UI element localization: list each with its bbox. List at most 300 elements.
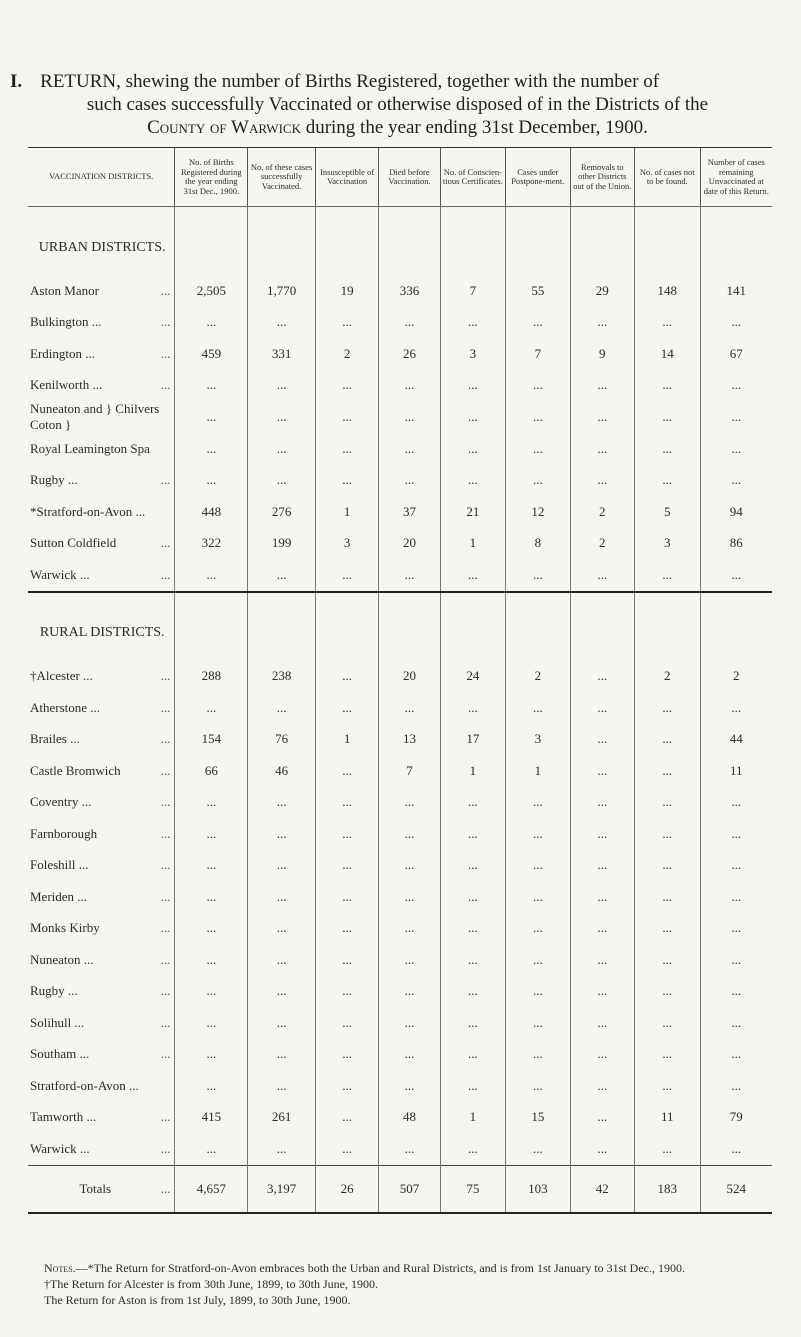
cell-value: ... [506,787,570,819]
cell-value: ... [315,465,378,497]
cell-value: ... [700,881,772,913]
district-name: Atherstone ... ... [30,699,171,715]
cell-value: ... [700,944,772,976]
cell-value: ... [570,433,634,465]
cell-value: 2 [570,496,634,528]
column-header: No. of Conscien-tious Certificates. [440,148,506,207]
cell-value: ... [570,881,634,913]
cell-value: ... [379,881,440,913]
cell-value: ... [379,433,440,465]
cell-value: ... [315,401,378,433]
cell-value: 21 [440,496,506,528]
cell-value: ... [570,1070,634,1102]
cell-value: ... [570,401,634,433]
cell-value: ... [175,818,248,850]
section-heading-rural [28,593,772,661]
district-name: Royal Leamington Spa [30,440,150,456]
cell-value: 3 [635,528,701,560]
table-row [28,818,772,850]
cell-value: ... [315,1102,378,1134]
cell-value: ... [379,818,440,850]
district-name: Sutton Coldfield ... [30,535,171,551]
cell-value: 2 [315,338,378,370]
cell-value: ... [506,1007,570,1039]
cell-value: 1 [440,528,506,560]
cell-value: ... [700,401,772,433]
district-name: Brailes ... ... [30,731,171,747]
cell-value: ... [700,1133,772,1165]
total-value: 3,197 [248,1165,316,1213]
cell-value: ... [700,559,772,592]
cell-value: 1,770 [248,275,316,307]
cell-value: ... [635,401,701,433]
cell-value: ... [248,401,316,433]
cell-value: ... [570,307,634,339]
cell-value: ... [248,881,316,913]
cell-value: ... [506,850,570,882]
column-header: Number of cases remaining Unvaccinated at date of this Return. [700,148,772,207]
cell-value: 9 [570,338,634,370]
cell-value: ... [506,913,570,945]
cell-value: ... [248,976,316,1008]
cell-value: ... [440,433,506,465]
cell-value: ... [506,881,570,913]
cell-value: ... [635,976,701,1008]
cell-value: ... [379,913,440,945]
cell-value: ... [248,818,316,850]
table-row [28,1102,772,1134]
table-row [28,1133,772,1165]
cell-value: 261 [248,1102,316,1134]
cell-value: ... [440,850,506,882]
cell-value: ... [570,692,634,724]
cell-value: ... [440,370,506,402]
cell-value: 14 [635,338,701,370]
table-row [28,976,772,1008]
table-row [28,1070,772,1102]
cell-value: 1 [315,724,378,756]
cell-value: ... [506,465,570,497]
notes [44,1260,794,1308]
cell-value: ... [248,692,316,724]
district-name: Coventry ... ... [30,794,171,810]
cell-value: ... [175,401,248,433]
cell-value: ... [700,1070,772,1102]
note-line-3: The Return for Aston is from 1st July, 1899, to 30th June, 1900. [44,1293,351,1307]
cell-value: 44 [700,724,772,756]
cell-value: ... [175,913,248,945]
cell-value: ... [315,1070,378,1102]
cell-value: 288 [175,661,248,693]
section-title: RURAL DISTRICTS. [39,625,165,640]
cell-value: 94 [700,496,772,528]
cell-value: ... [248,433,316,465]
table-row [28,307,772,339]
cell-value: 322 [175,528,248,560]
cell-value: 415 [175,1102,248,1134]
cell-value: 276 [248,496,316,528]
cell-value: 46 [248,755,316,787]
title-line-3: County of Warwick during the year ending 31st December, 1900. [147,117,648,138]
title-line-1: I. RETURN, shewing the number of Births Registered, together with the number of [10,71,660,92]
cell-value: 2,505 [175,275,248,307]
cell-value: ... [506,976,570,1008]
cell-value: ... [570,465,634,497]
table-row [28,370,772,402]
column-header: Insusceptible of Vaccination [315,148,378,207]
cell-value: ... [315,307,378,339]
total-value: 183 [635,1165,701,1213]
cell-value: 3 [506,724,570,756]
cell-value: 448 [175,496,248,528]
cell-value: 148 [635,275,701,307]
cell-value: 7 [506,338,570,370]
cell-value: 13 [379,724,440,756]
cell-value: ... [570,944,634,976]
cell-value: ... [248,944,316,976]
cell-value: 2 [570,528,634,560]
cell-value: 15 [506,1102,570,1134]
cell-value: ... [248,1133,316,1165]
cell-value: ... [506,307,570,339]
district-name: Southam ... ... [30,1046,171,1062]
cell-value: ... [315,1133,378,1165]
cell-value: ... [315,692,378,724]
cell-value: ... [248,1070,316,1102]
table-row [28,850,772,882]
cell-value: ... [440,307,506,339]
district-name: Nuneaton ... ... [30,951,171,967]
table-row [28,433,772,465]
district-name: Erdington ... ... [30,345,171,361]
district-name: Nuneaton and } Chilvers Coton } [30,401,160,432]
cell-value: 459 [175,338,248,370]
column-header: No. of cases not to be found. [635,148,701,207]
cell-value: ... [440,1039,506,1071]
cell-value: ... [315,661,378,693]
cell-value: ... [700,692,772,724]
cell-value: 1 [315,496,378,528]
cell-value: ... [635,913,701,945]
cell-value: ... [248,559,316,592]
column-header: No. of Births Registered during the year ending 31st Dec., 1900. [175,148,248,207]
column-header: Removals to other Districts out of the Union. [570,148,634,207]
cell-value: ... [635,692,701,724]
cell-value: ... [379,787,440,819]
cell-value: ... [635,465,701,497]
district-name: Monks Kirby ... [30,920,171,936]
district-name: Stratford-on-Avon ... [30,1077,139,1093]
cell-value: ... [175,881,248,913]
cell-value: ... [570,661,634,693]
table-row [28,1039,772,1071]
cell-value: ... [506,818,570,850]
cell-value: ... [570,559,634,592]
cell-value: ... [506,433,570,465]
column-header: VACCINATION DISTRICTS. [28,148,175,207]
cell-value: 1 [440,755,506,787]
cell-value: 12 [506,496,570,528]
cell-value: ... [635,1007,701,1039]
cell-value: ... [248,370,316,402]
cell-value: ... [175,1133,248,1165]
cell-value: ... [506,692,570,724]
cell-value: ... [440,465,506,497]
district-name: Meriden ... ... [30,888,171,904]
district-name: Bulkington ... ... [30,314,171,330]
cell-value: ... [635,433,701,465]
cell-value: ... [440,881,506,913]
cell-value: ... [379,1133,440,1165]
cell-value: ... [379,559,440,592]
cell-value: ... [175,976,248,1008]
cell-value: ... [379,307,440,339]
cell-value: ... [635,307,701,339]
total-value: 26 [315,1165,378,1213]
table-row [28,724,772,756]
cell-value: ... [315,1039,378,1071]
cell-value: ... [440,401,506,433]
column-header: No. of these cases successfully Vaccinated. [248,148,316,207]
cell-value: 20 [379,528,440,560]
cell-value: ... [175,850,248,882]
cell-value: ... [175,944,248,976]
cell-value: ... [315,1007,378,1039]
cell-value: ... [248,465,316,497]
cell-value: ... [440,692,506,724]
cell-value: ... [570,850,634,882]
cell-value: ... [379,465,440,497]
district-name: Warwick ... ... [30,566,171,582]
cell-value: ... [506,1070,570,1102]
cell-value: ... [315,370,378,402]
cell-value: ... [175,787,248,819]
cell-value: 76 [248,724,316,756]
cell-value: ... [700,433,772,465]
cell-value: ... [506,559,570,592]
cell-value: ... [570,818,634,850]
cell-value: ... [315,913,378,945]
district-name: Tamworth ... ... [30,1109,171,1125]
vaccination-table-container [28,147,772,1262]
cell-value: ... [635,818,701,850]
cell-value: ... [379,401,440,433]
cell-value: 29 [570,275,634,307]
cell-value: ... [570,1102,634,1134]
cell-value: ... [700,307,772,339]
cell-value: ... [570,1039,634,1071]
cell-value: ... [440,976,506,1008]
totals-label: Totals ... [28,1165,175,1213]
cell-value: ... [700,850,772,882]
column-header: Cases under Postpone-ment. [506,148,570,207]
cell-value: ... [248,1039,316,1071]
cell-value: ... [635,1133,701,1165]
cell-value: 141 [700,275,772,307]
cell-value: ... [379,1039,440,1071]
note-line-1: Notes.—*The Return for Stratford-on-Avon embraces both the Urban and Rural Districts, and is from 1st January to 31st Dec., 1900. [44,1261,685,1275]
cell-value: 37 [379,496,440,528]
cell-value: ... [635,724,701,756]
table-row [28,755,772,787]
total-value: 75 [440,1165,506,1213]
cell-value: 67 [700,338,772,370]
cell-value: 238 [248,661,316,693]
header-row [28,148,772,207]
cell-value: ... [315,976,378,1008]
cell-value: ... [570,1007,634,1039]
cell-value: ... [315,944,378,976]
cell-value: ... [635,881,701,913]
total-value: 42 [570,1165,634,1213]
cell-value: ... [440,1133,506,1165]
note-line-2: †The Return for Alcester is from 30th June, 1899, to 30th June, 1900. [44,1277,378,1291]
district-name: Foleshill ... ... [30,857,171,873]
total-value: 507 [379,1165,440,1213]
cell-value: 5 [635,496,701,528]
cell-value: 3 [440,338,506,370]
cell-value: ... [440,1070,506,1102]
title-number: I. [10,71,23,92]
cell-value: 2 [700,661,772,693]
cell-value: ... [506,1039,570,1071]
cell-value: 55 [506,275,570,307]
cell-value: 154 [175,724,248,756]
cell-value: ... [248,850,316,882]
cell-value: ... [570,976,634,1008]
district-name: Solihull ... ... [30,1014,171,1030]
cell-value: ... [175,370,248,402]
cell-value: 3 [315,528,378,560]
district-name: Kenilworth ... ... [30,377,171,393]
cell-value: ... [700,1039,772,1071]
cell-value: ... [700,976,772,1008]
cell-value: 8 [506,528,570,560]
cell-value: 336 [379,275,440,307]
cell-value: ... [440,818,506,850]
cell-value: ... [440,559,506,592]
cell-value: ... [379,692,440,724]
total-value: 4,657 [175,1165,248,1213]
cell-value: ... [635,559,701,592]
vaccination-table [28,147,772,1214]
cell-value: 11 [700,755,772,787]
cell-value: ... [248,913,316,945]
cell-value: 86 [700,528,772,560]
cell-value: ... [175,559,248,592]
cell-value: ... [570,787,634,819]
totals-row [28,1165,772,1213]
cell-value: 1 [506,755,570,787]
cell-value: ... [700,370,772,402]
district-name: *Stratford-on-Avon ... [30,503,146,519]
table-row [28,559,772,592]
table-row [28,881,772,913]
cell-value: ... [700,818,772,850]
district-name: Farnborough ... [30,825,171,841]
table-row [28,787,772,819]
cell-value: ... [175,465,248,497]
cell-value: ... [175,433,248,465]
cell-value: ... [379,976,440,1008]
cell-value: ... [175,1070,248,1102]
cell-value: ... [635,850,701,882]
cell-value: ... [379,1007,440,1039]
table-row [28,275,772,307]
cell-value: ... [315,433,378,465]
cell-value: ... [440,787,506,819]
cell-value: ... [635,370,701,402]
cell-value: ... [379,370,440,402]
cell-value: ... [175,307,248,339]
cell-value: ... [440,944,506,976]
district-name: Rugby ... ... [30,983,171,999]
district-name: Warwick ... ... [30,1140,171,1156]
table-row [28,692,772,724]
cell-value: ... [248,307,316,339]
table-row [28,913,772,945]
cell-value: ... [175,1039,248,1071]
cell-value: ... [506,401,570,433]
table-row [28,944,772,976]
cell-value: ... [315,818,378,850]
cell-value: 2 [635,661,701,693]
cell-value: ... [379,850,440,882]
cell-value: 199 [248,528,316,560]
cell-value: 17 [440,724,506,756]
cell-value: ... [570,724,634,756]
cell-value: ... [315,850,378,882]
cell-value: ... [506,1133,570,1165]
cell-value: ... [315,755,378,787]
cell-value: ... [700,1007,772,1039]
table-body [28,207,772,1213]
cell-value: 7 [440,275,506,307]
cell-value: 2 [506,661,570,693]
cell-value: 79 [700,1102,772,1134]
cell-value: ... [635,1039,701,1071]
cell-value: ... [635,1070,701,1102]
table-row [28,496,772,528]
cell-value: 11 [635,1102,701,1134]
cell-value: ... [315,787,378,819]
cell-value: ... [175,1007,248,1039]
district-name: Castle Bromwich ... [30,762,171,778]
cell-value: 20 [379,661,440,693]
cell-value: ... [379,1070,440,1102]
cell-value: ... [315,881,378,913]
table-row [28,528,772,560]
cell-value: ... [700,913,772,945]
cell-value: 331 [248,338,316,370]
cell-value: ... [635,787,701,819]
cell-value: 1 [440,1102,506,1134]
cell-value: ... [506,944,570,976]
district-name: †Alcester ... ... [30,668,171,684]
cell-value: 19 [315,275,378,307]
cell-value: ... [315,559,378,592]
table-row [28,661,772,693]
cell-value: ... [506,370,570,402]
table-row [28,401,772,433]
page-title [10,70,785,139]
section-title: URBAN DISTRICTS. [38,239,166,255]
cell-value: ... [570,755,634,787]
cell-value: ... [175,692,248,724]
cell-value: ... [440,1007,506,1039]
cell-value: ... [570,370,634,402]
title-line-2: such cases successfully Vaccinated or otherwise disposed of in the Districts of the [86,94,709,115]
